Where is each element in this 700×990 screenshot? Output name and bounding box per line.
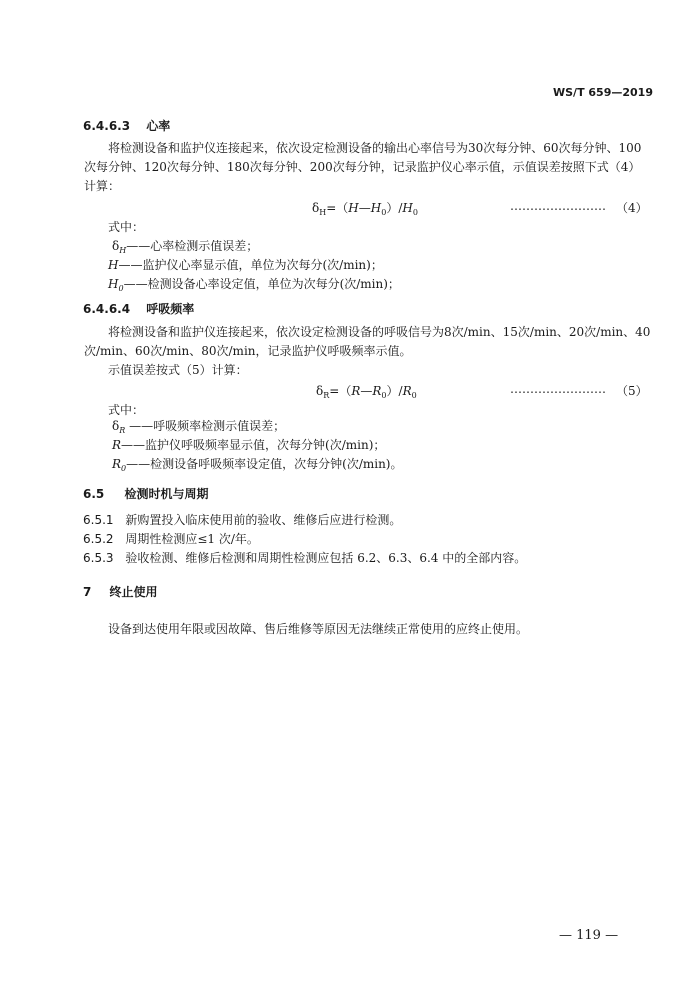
paragraph: 设备到达使用年限或因故障、售后维修等原因无法继续正常使用的应终止使用。 xyxy=(108,622,529,636)
leader-dots: …………………… xyxy=(510,199,606,213)
section-heading-7 xyxy=(83,583,158,600)
clause-651: 6.5.1 新购置投入临床使用前的验收、维修后应进行检测。 xyxy=(83,513,402,527)
section-heading-6464 xyxy=(83,300,194,317)
formula-5: $\delta_R=(R—R_0)/R_0$ xyxy=(316,384,417,400)
paragraph-line: 将检测设备和监护仪连接起来，依次设定检测设备的呼吸信号为8次/min、15次/min、20次/min、40 xyxy=(108,325,651,339)
section-number: 6.4.6.4 xyxy=(83,302,131,316)
definition-h0: $H_0——$检测设备心率设定值，单位为次每分(次/min)； xyxy=(108,277,400,293)
equation-number: （5） xyxy=(616,384,648,398)
section-number: 6.5 xyxy=(83,487,105,501)
where-label: 式中： xyxy=(108,403,145,417)
definition-r: R——监护仪呼吸频率显示值，次每分钟(次/min)； xyxy=(112,438,386,452)
leader-dots: …………………… xyxy=(510,382,606,396)
clause-653: 6.5.3 验收检测、维修后检测和周期性检测应包括 6.2、6.3、6.4 中的全部内容。 xyxy=(83,551,527,565)
section-heading-65 xyxy=(83,485,208,502)
definition-delta-r: $\delta_R$ ——呼吸频率检测示值误差； xyxy=(112,419,286,435)
paragraph-line: 次每分钟、120次每分钟、180次每分钟、200次每分钟，记录监护仪心率示值，示值误差按照下式（4） xyxy=(84,160,641,174)
where-label: 式中： xyxy=(108,220,145,234)
section-number: 6.4.6.3 xyxy=(83,119,131,133)
paragraph-line: 次/min、60次/min、80次/min，记录监护仪呼吸频率示值。 xyxy=(84,344,412,358)
definition-h: H——监护仪心率显示值，单位为次每分(次/min)； xyxy=(108,258,383,272)
paragraph-line: 将检测设备和监护仪连接起来，依次设定检测设备的输出心率信号为30次每分钟、60次每分钟、100 xyxy=(108,141,642,155)
section-title: 检测时机与周期 xyxy=(124,487,209,501)
page-number: — 119 — xyxy=(559,928,619,943)
section-title: 心率 xyxy=(146,119,171,133)
section-heading-6463 xyxy=(83,117,170,134)
paragraph-line: 计算： xyxy=(84,179,121,193)
definition-delta-h: $\delta_H——$心率检测示值误差； xyxy=(112,239,259,255)
equation-number: （4） xyxy=(616,201,648,215)
definition-r0: $R_0——$检测设备呼吸频率设定值，次每分钟(次/min)。 xyxy=(112,457,403,473)
standard-id: WS/T 659—2019 xyxy=(553,86,653,99)
paragraph-line: 示值误差按式（5）计算： xyxy=(108,363,248,377)
section-title: 终止使用 xyxy=(109,585,158,599)
clause-652: 6.5.2 周期性检测应≤1 次/年。 xyxy=(83,532,259,546)
section-title: 呼吸频率 xyxy=(146,302,195,316)
formula-4: $\delta_H=(H—H_0)/H_0$ xyxy=(312,201,418,217)
section-number: 7 xyxy=(83,585,92,599)
